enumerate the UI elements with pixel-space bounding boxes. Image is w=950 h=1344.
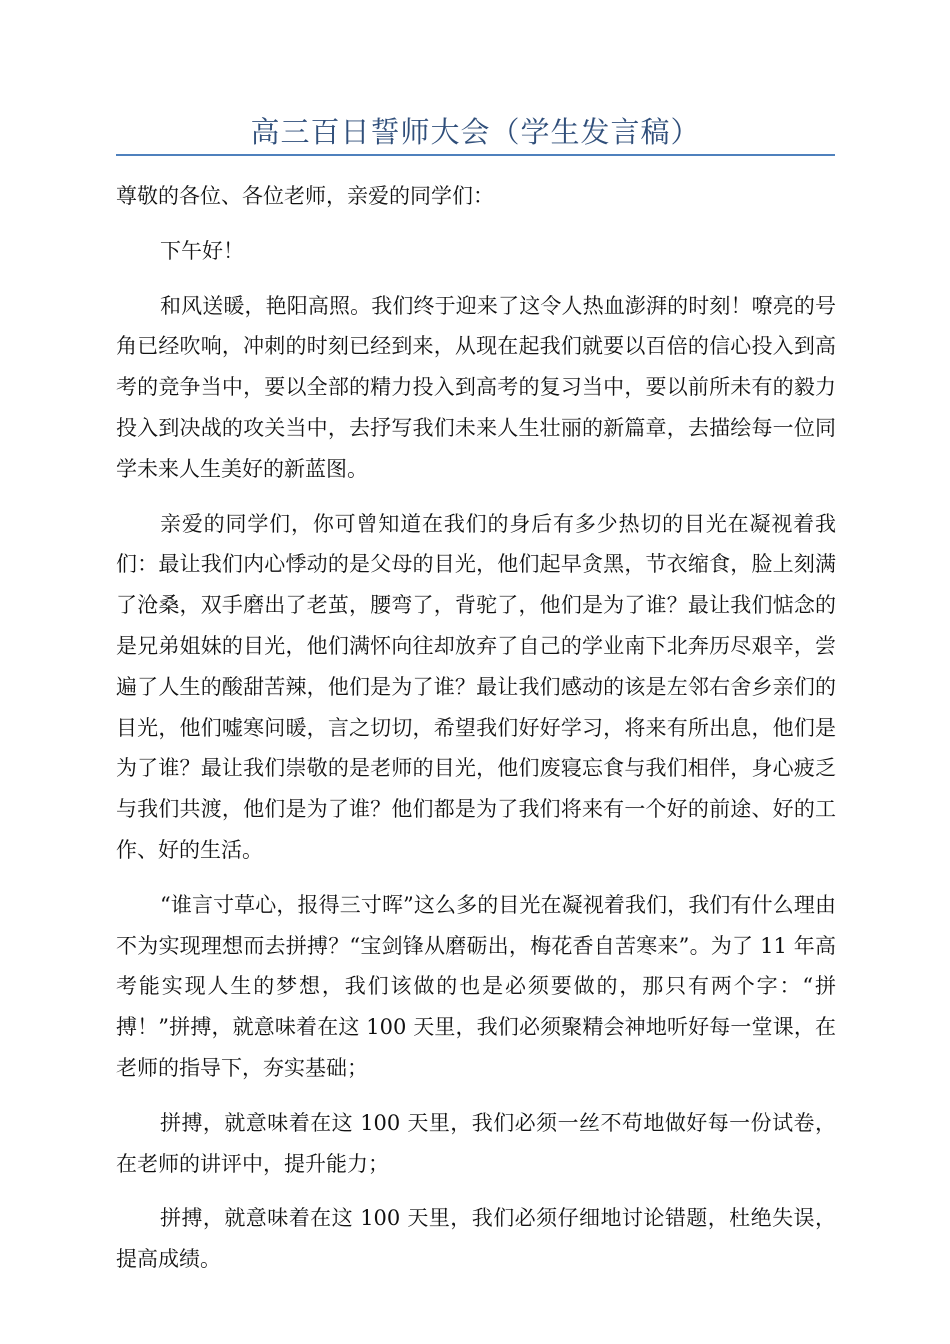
paragraph-strive-errors: 拼搏，就意味着在这 100 天里，我们必须仔细地讨论错题，杜绝失误，提高成绩。 (116, 1206, 836, 1272)
paragraph-strive-exams: 拼搏，就意味着在这 100 天里，我们必须一丝不苟地做好每一份试卷，在老师的讲评中，提升能力； (116, 1110, 836, 1176)
paragraph-strive: “谁言寸草心，报得三寸晖”这么多的目光在凝视着我们，我们有什么理由不为实现理想而去拼搏？“宝剑锋从磨砺出，梅花香自苦寒来”。为了 11 年高考能实现人生的梦想，我们该做的也是必须要做的，那只有两个字：“拼搏！”拼搏，就意味着在这 100 天里，我们必须聚精会神地听好每一堂课，在老师的指导下，夯实基础； (116, 892, 836, 1080)
paragraph-opening: 和风送暖，艳阳高照。我们终于迎来了这令人热血澎湃的时刻！嘹亮的号角已经吹响，冲刺的时刻已经到来，从现在起我们就要以百倍的信心投入到高考的竞争当中，要以全部的精力投入到高考的复习当中，要以前所未有的毅力投入到决战的攻关当中，去抒写我们未来人生壮丽的新篇章，去描绘每一位同学未来人生美好的新蓝图。 (116, 293, 836, 481)
salutation: 尊敬的各位、各位老师，亲爱的同学们： (116, 184, 494, 208)
paragraph-gazes: 亲爱的同学们，你可曾知道在我们的身后有多少热切的目光在凝视着我们：最让我们内心悸动的是父母的目光，他们起早贪黑，节衣缩食，脸上刻满了沧桑，双手磨出了老茧，腰弯了，背驼了，他们是为了谁？最让我们惦念的是兄弟姐妹的目光，他们满怀向往却放弃了自己的学业南下北奔历尽艰辛，尝遍了人生的酸甜苦辣，他们是为了谁？最让我们感动的该是左邻右舍乡亲们的目光，他们嘘寒问暖，言之切切，希望我们好好学习，将来有所出息，他们是为了谁？最让我们崇敬的是老师的目光，他们废寝忘食与我们相伴，身心疲乏与我们共渡，他们是为了谁？他们都是为了我们将来有一个好的前途、好的工作、好的生活。 (116, 511, 836, 862)
document-title: 高三百日誓师大会（学生发言稿） (250, 115, 701, 149)
title-underline (116, 154, 835, 156)
document-body (116, 176, 836, 1294)
paragraph-greeting: 下午好！ (160, 238, 244, 263)
